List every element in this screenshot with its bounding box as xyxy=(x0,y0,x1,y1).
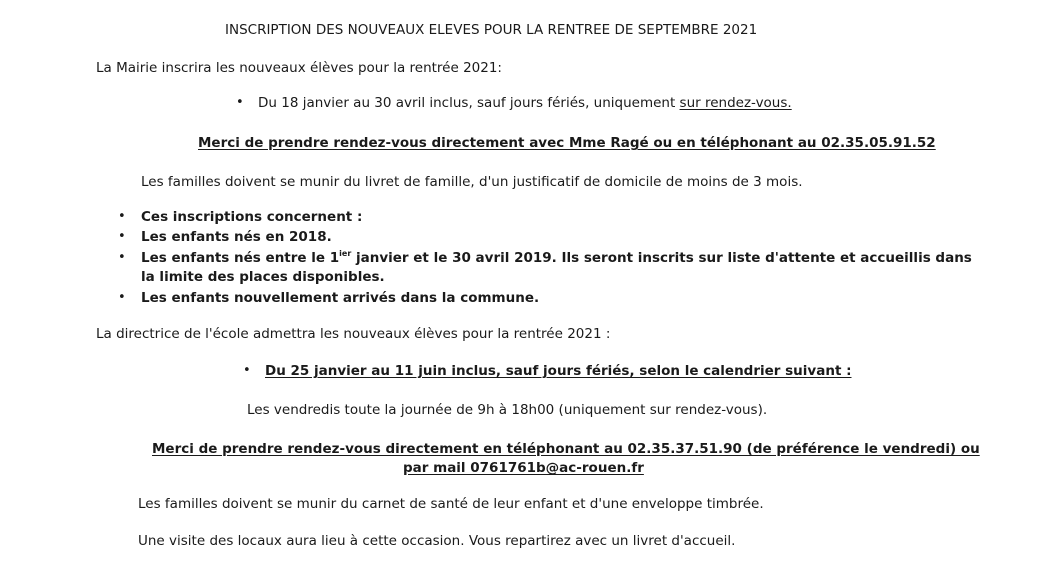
bullet-icon: • xyxy=(243,363,251,378)
list-item: Les enfants nouvellement arrivés dans la commune. xyxy=(141,290,540,306)
mairie-period-underlined: sur rendez-vous. xyxy=(679,95,792,111)
directrice-documents: Les familles doivent se munir du carnet de santé de leur enfant et d'une enveloppe timbrée. xyxy=(138,496,764,512)
bullet-icon: • xyxy=(118,229,126,244)
mairie-intro: La Mairie inscrira les nouveaux élèves pour la rentrée 2021: xyxy=(96,60,502,76)
page-title: INSCRIPTION DES NOUVEAUX ELEVES POUR LA RENTREE DE SEPTEMBRE 2021 xyxy=(225,22,758,38)
mairie-documents: Les familles doivent se munir du livret de famille, d'un justificatif de domicile de moins de 3 mois. xyxy=(141,174,803,190)
directrice-period: Du 25 janvier au 11 juin inclus, sauf jours fériés, selon le calendrier suivant : xyxy=(265,363,852,379)
list-item xyxy=(141,249,972,267)
directrice-visit: Une visite des locaux aura lieu à cette occasion. Vous repartirez avec un livret d'accueil. xyxy=(138,533,736,549)
list-item: Les enfants nés en 2018. xyxy=(141,229,332,245)
directrice-intro: La directrice de l'école admettra les nouveaux élèves pour la rentrée 2021 : xyxy=(96,326,611,342)
mairie-period xyxy=(258,94,792,112)
directrice-schedule: Les vendredis toute la journée de 9h à 18h00 (uniquement sur rendez-vous). xyxy=(247,402,768,418)
superscript: ier xyxy=(339,249,352,258)
bullet-icon: • xyxy=(118,209,126,224)
directrice-email: par mail 0761761b@ac-rouen.fr xyxy=(403,460,644,476)
list-item-continuation: la limite des places disponibles. xyxy=(141,269,385,285)
list-item-text: janvier et le 30 avril 2019. Ils seront inscrits sur liste d'attente et accueillis dans xyxy=(351,250,972,266)
list-item: Ces inscriptions concernent : xyxy=(141,209,363,225)
mairie-contact: Merci de prendre rendez-vous directement avec Mme Ragé ou en téléphonant au 02.35.05.91.52 xyxy=(198,135,936,151)
list-item-text: Les enfants nés entre le 1 xyxy=(141,250,340,266)
directrice-contact: Merci de prendre rendez-vous directement en téléphonant au 02.35.37.51.90 (de préférence le vendredi) ou xyxy=(152,441,980,457)
mairie-period-text: Du 18 janvier au 30 avril inclus, sauf jours fériés, uniquement xyxy=(258,95,680,111)
bullet-icon: • xyxy=(118,290,126,305)
bullet-icon: • xyxy=(236,95,244,110)
bullet-icon: • xyxy=(118,250,126,265)
